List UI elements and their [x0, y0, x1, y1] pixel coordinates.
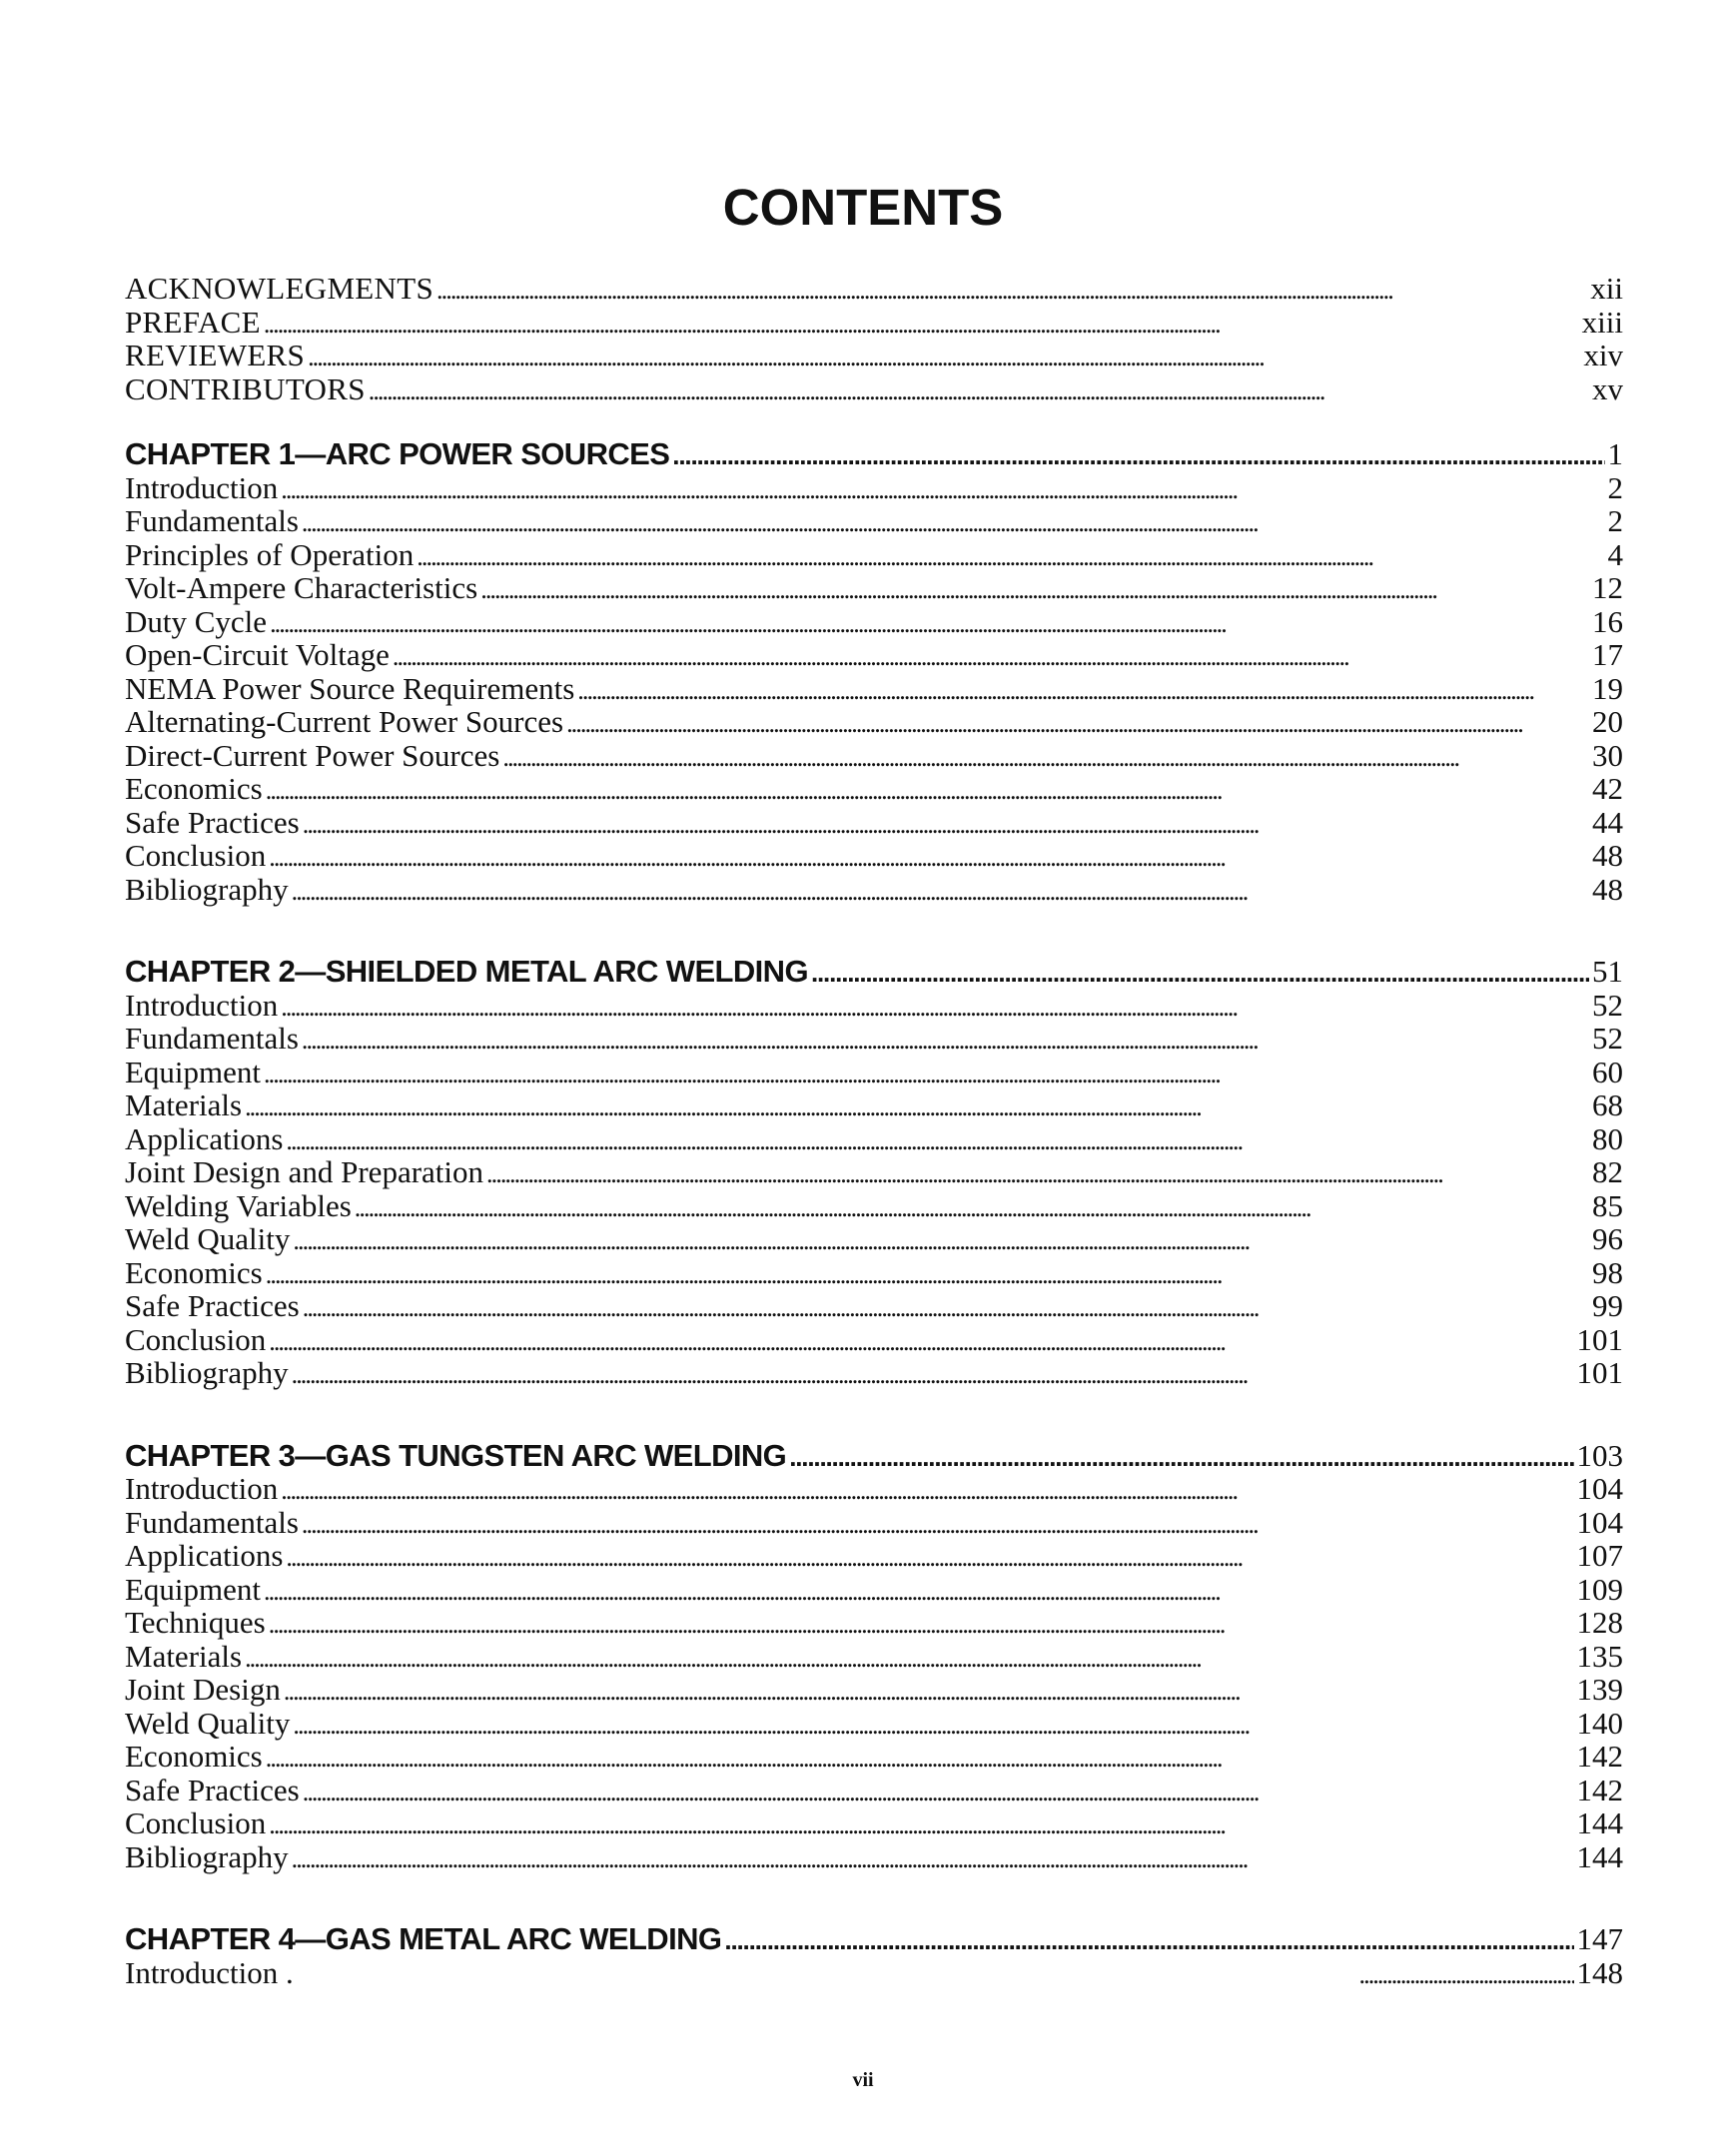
toc-entry[interactable]	[125, 1606, 1623, 1640]
toc-entry[interactable]	[125, 1222, 1623, 1256]
toc-entry[interactable]	[125, 1740, 1623, 1774]
dot-leader	[369, 374, 1589, 408]
toc-entry[interactable]	[125, 1673, 1623, 1707]
dot-leader	[269, 1608, 1574, 1642]
toc-entry[interactable]	[125, 739, 1623, 773]
toc-entry-page: 82	[1592, 1154, 1623, 1189]
toc-entry-label: Weld Quality	[125, 1221, 291, 1256]
section-spacer	[125, 906, 1623, 955]
chapter-title: CHAPTER 1—ARC POWER SOURCES	[125, 436, 670, 471]
dot-leader	[245, 1090, 1589, 1124]
toc-entry-label: Weld Quality	[125, 1705, 291, 1741]
toc-entry[interactable]	[125, 1640, 1623, 1674]
toc-entry-page: 4	[1607, 536, 1623, 572]
toc-entry-label: Introduction .	[125, 1954, 294, 1990]
toc-entry-page: 99	[1592, 1288, 1623, 1323]
toc-entry[interactable]	[125, 1774, 1623, 1807]
toc-entry[interactable]	[125, 1323, 1623, 1357]
dot-leader	[355, 1191, 1589, 1225]
dot-leader	[266, 1742, 1574, 1776]
toc-entry-page: 17	[1592, 637, 1623, 672]
toc-entry[interactable]	[125, 772, 1623, 806]
toc-entry-page: 135	[1576, 1638, 1623, 1674]
dot-leader	[281, 991, 1589, 1025]
dot-leader	[266, 774, 1589, 808]
toc-entry-label: Fundamentals	[125, 503, 299, 538]
toc-entry-page: 1	[1607, 436, 1623, 471]
dot-leader	[281, 473, 1604, 507]
toc-entry-label: Alternating-Current Power Sources	[125, 704, 564, 739]
toc-entry-page: 60	[1592, 1054, 1623, 1089]
dot-leader	[486, 1157, 1589, 1191]
dot-leader	[303, 1776, 1574, 1809]
toc-entry-page: 104	[1576, 1471, 1623, 1506]
toc-entry-page: 103	[1576, 1437, 1623, 1473]
dot-leader	[266, 1258, 1589, 1292]
dot-leader	[302, 1024, 1589, 1058]
toc-entry-label: NEMA Power Source Requirements	[125, 670, 575, 706]
toc-entry-label: Introduction	[125, 1471, 279, 1506]
toc-entry-page: 85	[1592, 1187, 1623, 1223]
toc-entry-page: 48	[1592, 871, 1623, 907]
toc-entry-label: Materials	[125, 1638, 243, 1674]
toc-entry[interactable]	[125, 1506, 1623, 1540]
dot-leader	[281, 1474, 1573, 1508]
toc-entry-page: 52	[1592, 1021, 1623, 1056]
toc-entry-page: xii	[1590, 271, 1623, 306]
toc-entry-page: 30	[1592, 737, 1623, 773]
toc-entry-label: Conclusion	[125, 1321, 267, 1357]
toc-entry[interactable]	[125, 1056, 1623, 1089]
toc-entry-label: Bibliography	[125, 871, 289, 907]
toc-entry-page: 44	[1592, 804, 1623, 840]
toc-entry-label: Economics	[125, 1254, 263, 1290]
toc-entry-acknowledgments[interactable]	[125, 272, 1623, 306]
toc-entry[interactable]	[125, 1956, 1623, 1990]
toc-entry-page: 147	[1576, 1921, 1623, 1956]
page-title: CONTENTS	[722, 179, 1004, 236]
toc-entry-label: Economics	[125, 771, 263, 806]
toc-entry-page: 140	[1576, 1705, 1623, 1741]
chapter-title: CHAPTER 3—GAS TUNGSTEN ARC WELDING	[125, 1437, 787, 1473]
dot-leader	[566, 707, 1589, 741]
toc-entry[interactable]	[125, 471, 1623, 505]
toc-entry-label: Conclusion	[125, 838, 267, 873]
toc-entry-label: PREFACE	[125, 304, 261, 340]
toc-entry-page: 142	[1576, 1739, 1623, 1774]
toc-entry-label: Equipment	[125, 1571, 262, 1607]
toc-entry-page: 142	[1576, 1772, 1623, 1807]
dot-leader	[293, 1224, 1589, 1258]
toc-entry-page: 96	[1592, 1221, 1623, 1256]
toc-chapter-3[interactable]	[125, 1439, 1623, 1473]
toc-chapter-2[interactable]	[125, 955, 1623, 989]
chapter-title: CHAPTER 2—SHIELDED METAL ARC WELDING	[125, 954, 808, 989]
toc-entry-page: 42	[1592, 771, 1623, 806]
toc-entry-label: Economics	[125, 1739, 263, 1774]
toc-entry[interactable]	[125, 605, 1623, 639]
toc-entry-page: 68	[1592, 1087, 1623, 1122]
toc-entry[interactable]	[125, 705, 1623, 739]
dot-leader	[811, 957, 1589, 991]
toc-entry[interactable]	[125, 1573, 1623, 1607]
dot-leader	[264, 308, 1579, 342]
toc-entry[interactable]	[125, 1088, 1623, 1122]
toc-entry-label: Principles of Operation	[125, 536, 415, 572]
toc-entry[interactable]	[125, 538, 1623, 572]
toc-entry-label: Safe Practices	[125, 804, 300, 840]
toc-entry-label: Open-Circuit Voltage	[125, 637, 390, 672]
toc-entry-page: 48	[1592, 838, 1623, 873]
toc-entry[interactable]	[125, 504, 1623, 538]
toc-entry-page: 80	[1592, 1120, 1623, 1156]
toc-entry[interactable]	[125, 1840, 1623, 1874]
toc-entry[interactable]	[125, 1189, 1623, 1223]
dot-leader	[417, 540, 1604, 574]
toc-entry-reviewers[interactable]	[125, 339, 1623, 372]
dot-leader	[303, 808, 1589, 842]
toc-entry[interactable]	[125, 1707, 1623, 1741]
dot-leader	[1359, 1958, 1574, 1992]
toc-entry-label: Welding Variables	[125, 1187, 352, 1223]
toc-entry-page: 52	[1592, 987, 1623, 1023]
toc-entry-label: Applications	[125, 1538, 284, 1573]
dot-leader	[724, 1924, 1573, 1958]
toc-entry[interactable]	[125, 1806, 1623, 1840]
dot-leader	[303, 1291, 1589, 1325]
dot-leader	[308, 341, 1580, 374]
toc-entry-page: 2	[1607, 503, 1623, 538]
toc-entry-label: Bibliography	[125, 1838, 289, 1874]
toc-entry[interactable]	[125, 1155, 1623, 1189]
dot-leader	[577, 674, 1589, 708]
toc-entry-label: ACKNOWLEGMENTS	[125, 271, 434, 306]
dot-leader	[293, 1709, 1573, 1743]
toc-entry-page: 2	[1607, 469, 1623, 505]
dot-leader	[292, 1842, 1574, 1876]
toc-entry-label: CONTRIBUTORS	[125, 370, 366, 406]
toc-entry-label: Applications	[125, 1120, 284, 1156]
toc-entry[interactable]	[125, 571, 1623, 605]
page-folio: vii	[852, 2069, 874, 2091]
dot-leader	[264, 1058, 1589, 1091]
toc-entry-label: Introduction	[125, 987, 279, 1023]
chapter-title: CHAPTER 4—GAS METAL ARC WELDING	[125, 1921, 722, 1956]
toc-entry-page: 144	[1576, 1805, 1623, 1840]
toc-entry[interactable]	[125, 1356, 1623, 1390]
toc-entry-page: 139	[1576, 1672, 1623, 1707]
toc-entry[interactable]	[125, 1022, 1623, 1056]
dot-leader	[480, 573, 1589, 607]
dot-leader	[502, 741, 1589, 775]
toc-entry-page: 101	[1576, 1321, 1623, 1357]
toc-entry-page: 104	[1576, 1504, 1623, 1540]
toc-entry-page: 144	[1576, 1838, 1623, 1874]
dot-leader	[393, 640, 1589, 674]
dot-leader	[286, 1124, 1589, 1158]
toc-entry-label: Duty Cycle	[125, 603, 268, 639]
toc-entry-label: Conclusion	[125, 1805, 267, 1840]
toc-entry-label: Bibliography	[125, 1355, 289, 1390]
toc-entry[interactable]	[125, 1256, 1623, 1290]
toc-entry-page: xv	[1592, 370, 1623, 406]
toc-entry-label: Equipment	[125, 1054, 262, 1089]
toc-entry-page: xiv	[1583, 338, 1623, 372]
toc-entry-page: 20	[1592, 704, 1623, 739]
dot-leader	[286, 1541, 1573, 1575]
section-spacer	[125, 1873, 1623, 1922]
toc-entry-page: 12	[1592, 570, 1623, 605]
toc-entry-page: 101	[1576, 1355, 1623, 1390]
dot-leader	[436, 274, 1587, 308]
dot-leader	[302, 1508, 1574, 1542]
toc-entry-label: REVIEWERS	[125, 338, 306, 372]
toc-entry-label: Fundamentals	[125, 1504, 299, 1540]
toc-entry-page: 51	[1592, 954, 1623, 989]
section-spacer	[125, 405, 1623, 437]
dot-leader	[284, 1675, 1574, 1709]
toc-entry-label: Safe Practices	[125, 1288, 300, 1323]
dot-leader	[269, 1808, 1573, 1842]
toc-entry-label: Introduction	[125, 469, 279, 505]
toc-entry-label: Volt-Ampere Characteristics	[125, 570, 478, 605]
section-spacer	[125, 1390, 1623, 1439]
toc-entry-page: 16	[1592, 603, 1623, 639]
dot-leader	[245, 1642, 1573, 1676]
dot-leader	[264, 1575, 1573, 1609]
toc-entry[interactable]	[125, 672, 1623, 706]
toc-entry-page: 128	[1576, 1605, 1623, 1640]
toc-entry-page: 148	[1576, 1954, 1623, 1990]
toc-entry-label: Fundamentals	[125, 1021, 299, 1056]
dot-leader	[270, 607, 1589, 641]
toc-entry[interactable]	[125, 806, 1623, 840]
toc-entry-label: Materials	[125, 1087, 243, 1122]
toc-chapter-1[interactable]	[125, 437, 1623, 471]
toc-entry-page: 19	[1592, 670, 1623, 706]
toc-entry[interactable]	[125, 1539, 1623, 1573]
toc-entry-label: Safe Practices	[125, 1772, 300, 1807]
toc-entry[interactable]	[125, 1472, 1623, 1506]
dot-leader	[789, 1441, 1573, 1475]
toc-entry-label: Direct-Current Power Sources	[125, 737, 500, 773]
dot-leader	[302, 506, 1605, 540]
toc-entry-page: 109	[1576, 1571, 1623, 1607]
toc-entry[interactable]	[125, 638, 1623, 672]
toc-entry-label: Joint Design and Preparation	[125, 1154, 484, 1189]
toc-entry-preface[interactable]	[125, 306, 1623, 340]
dot-leader	[292, 1358, 1574, 1392]
dot-leader	[672, 439, 1604, 473]
table-of-contents	[125, 272, 1623, 1989]
dot-leader	[269, 1325, 1573, 1359]
toc-entry-page: 107	[1576, 1538, 1623, 1573]
toc-entry[interactable]	[125, 989, 1623, 1023]
dot-leader	[292, 875, 1589, 909]
dot-leader	[269, 841, 1589, 875]
toc-entry-page: 98	[1592, 1254, 1623, 1290]
toc-entry[interactable]	[125, 1122, 1623, 1156]
toc-entry[interactable]	[125, 1289, 1623, 1323]
toc-entry-label: Techniques	[125, 1605, 266, 1640]
toc-chapter-4[interactable]	[125, 1922, 1623, 1956]
toc-entry-label: Joint Design	[125, 1672, 281, 1707]
toc-entry-page: xiii	[1581, 304, 1623, 340]
toc-entry[interactable]	[125, 873, 1623, 907]
toc-entry[interactable]	[125, 839, 1623, 873]
toc-entry-contributors[interactable]	[125, 372, 1623, 406]
